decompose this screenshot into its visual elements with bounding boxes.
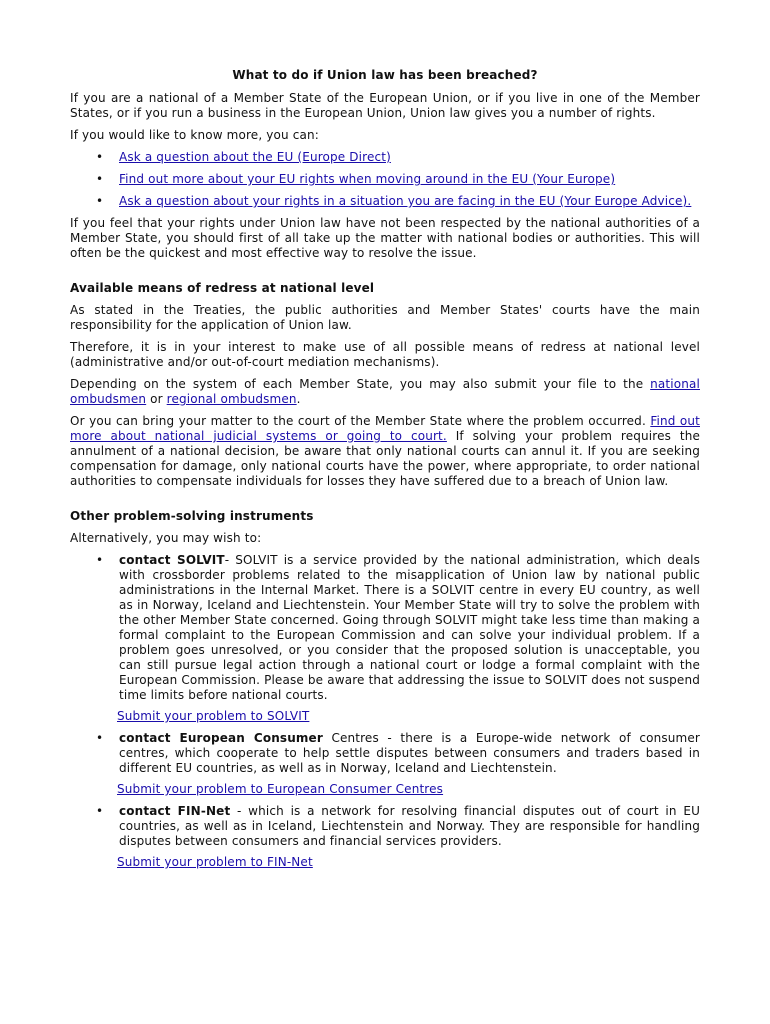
list-item xyxy=(70,172,700,187)
regional-ombudsmen-link[interactable]: regional ombudsmen xyxy=(166,392,297,406)
interest-paragraph: Therefore, it is in your interest to make use of all possible means of redress at national level (administrative and/or out-of-court mediation mechanisms). xyxy=(70,340,700,369)
consumer-centres-label: contact European Consumer xyxy=(119,731,323,745)
court-text-before: Or you can bring your matter to the court of the Member State where the problem occurred. xyxy=(70,414,651,428)
bullet: • xyxy=(96,194,104,208)
list-item-consumer-centres xyxy=(70,731,700,797)
page-title: What to do if Union law has been breached? xyxy=(232,68,538,82)
submit-fin-net-link[interactable]: Submit your problem to FIN-Net xyxy=(117,855,313,869)
bullet: • xyxy=(96,731,104,745)
treaties-paragraph: As stated in the Treaties, the public authorities and Member States' courts have the main responsibility for the application of Union law. xyxy=(70,303,700,332)
list-item-solvit xyxy=(70,553,700,724)
ombudsmen-text-before: Depending on the system of each Member State, you may also submit your file to the xyxy=(70,377,651,391)
bullet: • xyxy=(96,172,104,186)
your-europe-advice-link[interactable]: Ask a question about your rights in a situation you are facing in the EU (Your Europe Advice). xyxy=(119,194,692,208)
submit-consumer-centres-link[interactable]: Submit your problem to European Consumer Centres xyxy=(117,782,444,796)
list-item xyxy=(70,194,700,209)
solvit-label: contact SOLVIT xyxy=(119,553,225,567)
your-europe-link[interactable]: Find out more about your EU rights when moving around in the EU (Your Europe) xyxy=(119,172,616,186)
list-item xyxy=(70,150,700,165)
rights-paragraph: If you feel that your rights under Union law have not been respected by the national authorities of a Member State, you should first of all take up the matter with national bodies or authorities. This will often be the quickest and most effective way to resolve the issue. xyxy=(70,216,700,260)
bullet: • xyxy=(96,553,104,567)
know-more-paragraph: If you would like to know more, you can: xyxy=(70,128,319,142)
consumer-centres-description: Centres - there is a Europe-wide network of consumer centres, which cooperate to help settle disputes between consumers and traders based in different EU countries, as well as in Norway, Iceland and Liechtenstein. xyxy=(119,731,700,775)
bullet: • xyxy=(96,150,104,164)
intro-paragraph: If you are a national of a Member State of the European Union, or if you live in one of the Member States, or if you run a business in the European Union, Union law gives you a number of rights. xyxy=(70,91,700,120)
help-links-list xyxy=(70,150,700,209)
solvit-description: - SOLVIT is a service provided by the national administration, which deals with crossborder problems related to the misapplication of Union law by national public administrations in the Internal Market. There is a SOLVIT centre in every EU country, as well as in Norway, Iceland and Liechtenstein. Your Member State will try to solve the problem with the other Member State concerned. Going through SOLVIT might take less time than making a formal complaint to the European Commission and can solve your individual problem. If a problem goes unresolved, or you consider that the proposed solution is unacceptable, you can still pursue legal action through a national court or lodge a formal complaint with the European Commission. Please be aware that addressing the issue to SOLVIT does not suspend time limits before national courts. xyxy=(119,553,700,702)
judicial-systems-link[interactable]: Find out more about national judicial systems or going to court. xyxy=(70,414,700,443)
europe-direct-link[interactable]: Ask a question about the EU (Europe Direct) xyxy=(119,150,391,164)
national-redress-heading: Available means of redress at national level xyxy=(70,281,375,295)
ombudsmen-text-after: . xyxy=(296,392,301,406)
national-ombudsmen-link[interactable]: national ombudsmen xyxy=(70,377,700,406)
list-item-fin-net xyxy=(70,804,700,870)
alternatively-paragraph: Alternatively, you may wish to: xyxy=(70,531,262,545)
instruments-list xyxy=(70,553,700,870)
fin-net-label: contact FIN-Net xyxy=(119,804,231,818)
court-text-after: If solving your problem requires the annulment of a national decision, be aware that only national courts can annul it. If you are seeking compensation for damage, only national courts have the power, where appropriate, to order national authorities to compensate individuals for losses they have suffered due to a breach of Union law. xyxy=(70,429,700,488)
bullet: • xyxy=(96,804,104,818)
ombudsmen-paragraph xyxy=(70,377,700,407)
other-instruments-heading: Other problem-solving instruments xyxy=(70,509,314,523)
fin-net-description: - which is a network for resolving financial disputes out of court in EU countries, as well as in Iceland, Liechtenstein and Norway. They are responsible for handling disputes between consumers and financial services providers. xyxy=(119,804,700,848)
court-paragraph xyxy=(70,414,700,489)
submit-solvit-link[interactable]: Submit your problem to SOLVIT xyxy=(117,709,310,723)
ombudsmen-text-mid: or xyxy=(146,392,167,406)
